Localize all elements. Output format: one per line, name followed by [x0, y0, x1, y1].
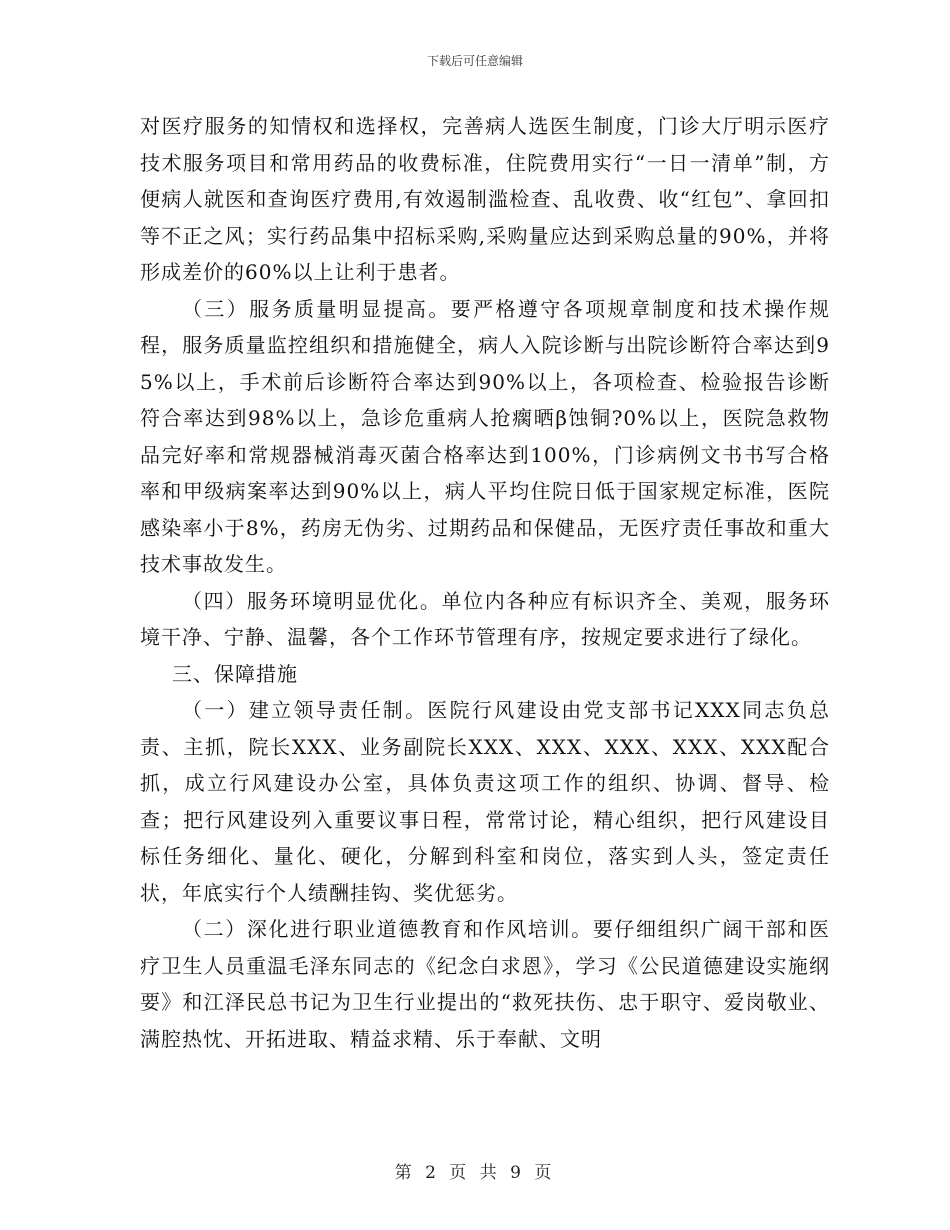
document-body [140, 108, 830, 1057]
paragraph-leadership-responsibility: （一）建立领导责任制。医院行风建设由党支部书记XXX同志负总责、主抓，院长XXX、业务副院长XXX、XXX、XXX、XXX、XXX配合抓，成立行风建设办公室，具体负责这项工作的组织、协调、督导、检查；把行风建设列入重要议事日程，常常讨论，精心组织，把行风建设目标任务细化、量化、硬化，分解到科室和岗位，落实到人头，签定责任状，年底实行个人绩酬挂钩、奖优惩劣。 [140, 698, 830, 905]
page-header: 下载后可任意编辑 [426, 54, 523, 68]
paragraph-continued: 对医疗服务的知情权和选择权，完善病人选医生制度，门诊大厅明示医疗技术服务项目和常用药品的收费标准，住院费用实行“一日一清单”制，方便病人就医和查询医疗费用,有效遏制滥检查、乱收费、收“红包”、拿回扣等不正之风；实行药品集中招标采购,采购量应达到采购总量的90%，并将形成差价的60%以上让利于患者。 [140, 114, 830, 284]
page-footer: 第 2 页 共 9 页 [394, 1163, 556, 1183]
paragraph-service-quality: （三）服务质量明显提高。要严格遵守各项规章制度和技术操作规程，服务质量监控组织和措施健全，病人入院诊断与出院诊断符合率达到95%以上，手术前后诊断符合率达到90%以上，各项检查、检验报告诊断符合率达到98%以上，急诊危重病人抢瘸晒β蚀铜?0%以上，医院急救物品完好率和常规器械消毒灭菌合格率达到100%，门诊病例文书书写合格率和甲级病案率达到90%以上，病人平均住院日低于国家规定标准，医院感染率小于8%，药房无伪劣、过期药品和保健品，无医疗责任事故和重大技术事故发生。 [140, 296, 830, 576]
section-heading-safeguards: 三、保障措施 [172, 661, 298, 686]
paragraph-ethics-education: （二）深化进行职业道德教育和作风培训。要仔细组织广阔干部和医疗卫生人员重温毛泽东同志的《纪念白求恩》，学习《公民道德建设实施纲要》和江泽民总书记为卫生行业提出的“救死扶伤、忠于职守、爱岗敬业、满腔热忱、开拓进取、精益求精、乐于奉献、文明 [140, 917, 830, 1051]
paragraph-service-environment: （四）服务环境明显优化。单位内各种应有标识齐全、美观，服务环境干净、宁静、温馨，各个工作环节管理有序，按规定要求进行了绿化。 [140, 588, 830, 649]
